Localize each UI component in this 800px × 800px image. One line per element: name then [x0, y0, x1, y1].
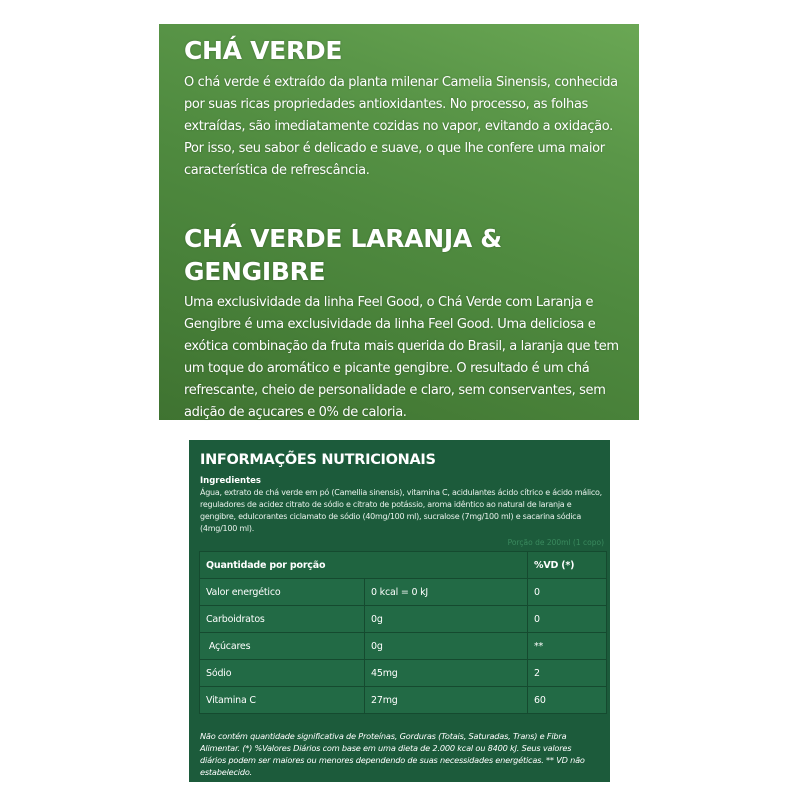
title-line-1: CHÁ VERDE LARANJA & — [184, 224, 502, 253]
section-body-laranja-gengibre: Uma exclusividade da linha Feel Good, o Chá Verde com Laranja e Gengibre é uma exclusividade da linha Feel Good. Uma deliciosa e exótica combinação da fruta mais querida do Brasil, a laranja que tem um toque do aromático e picante gengibre. O resultado é um chá refrescante, cheio de personalidade e claro, sem conservantes, sem adição de açucares e 0% de caloria. — [184, 295, 619, 420]
table-header-row — [200, 552, 607, 579]
table-row — [200, 687, 607, 714]
product-description-panel — [159, 24, 639, 420]
table-row — [200, 633, 607, 660]
section-title-cha-verde: CHÁ VERDE — [184, 36, 343, 65]
portion-size: Porção de 200ml (1 copo) — [507, 538, 604, 547]
nutrient-dv: 0 — [528, 579, 607, 606]
nutrient-amount: 0g — [365, 633, 528, 660]
table-row — [200, 606, 607, 633]
nutrition-table — [199, 551, 607, 714]
table-row — [200, 579, 607, 606]
header-daily-value: %VD (*) — [528, 552, 607, 579]
ingredients-label: Ingredientes — [200, 476, 261, 486]
table-row — [200, 660, 607, 687]
nutrient-dv: 60 — [528, 687, 607, 714]
ingredients-text: Água, extrato de chá verde em pó (Camellia sinensis), vitamina C, acidulantes ácido cítrico e ácido málico, reguladores de acidez citrato de sódio e citrato de potássio, aroma idêntico ao natural de laranja e gengibre, edulcorantes ciclamato de sódio (40mg/100 ml), sucralose (7mg/100 ml) e sacarina sódica (4mg/100 ml). — [200, 488, 602, 533]
nutrient-amount: 27mg — [365, 687, 528, 714]
section-title-laranja-gengibre — [184, 222, 623, 288]
nutrient-name: Açúcares — [200, 633, 365, 660]
nutrient-dv: ** — [528, 633, 607, 660]
nutrient-amount: 45mg — [365, 660, 528, 687]
nutrient-dv: 0 — [528, 606, 607, 633]
header-quantity: Quantidade por porção — [200, 552, 528, 579]
nutrient-amount: 0g — [365, 606, 528, 633]
nutrient-name: Sódio — [200, 660, 365, 687]
nutrition-footnote: Não contém quantidade significativa de Proteínas, Gorduras (Totais, Saturadas, Trans) e Fibra Alimentar. (*) %Valores Diários com base em uma dieta de 2.000 kcal ou 8400 kJ. Seus valores diários podem ser maiores ou menores dependendo de suas necessidades energéticas. ** VD não estabelecido. — [200, 731, 585, 777]
title-line-2: GENGIBRE — [184, 257, 326, 286]
nutrient-name: Valor energético — [200, 579, 365, 606]
nutrition-title: INFORMAÇÕES NUTRICIONAIS — [200, 452, 436, 468]
nutrient-name: Carboidratos — [200, 606, 365, 633]
nutrient-amount: 0 kcal = 0 kJ — [365, 579, 528, 606]
nutrient-dv: 2 — [528, 660, 607, 687]
section-body-cha-verde: O chá verde é extraído da planta milenar Camelia Sinensis, conhecida por suas ricas propriedades antioxidantes. No processo, as folhas extraídas, são imediatamente cozidas no vapor, evitando a oxidação. Por isso, seu sabor é delicado e suave, o que lhe confere uma maior característica de refrescância. — [184, 75, 618, 178]
nutrient-name: Vitamina C — [200, 687, 365, 714]
nutrition-info-panel — [189, 440, 610, 782]
